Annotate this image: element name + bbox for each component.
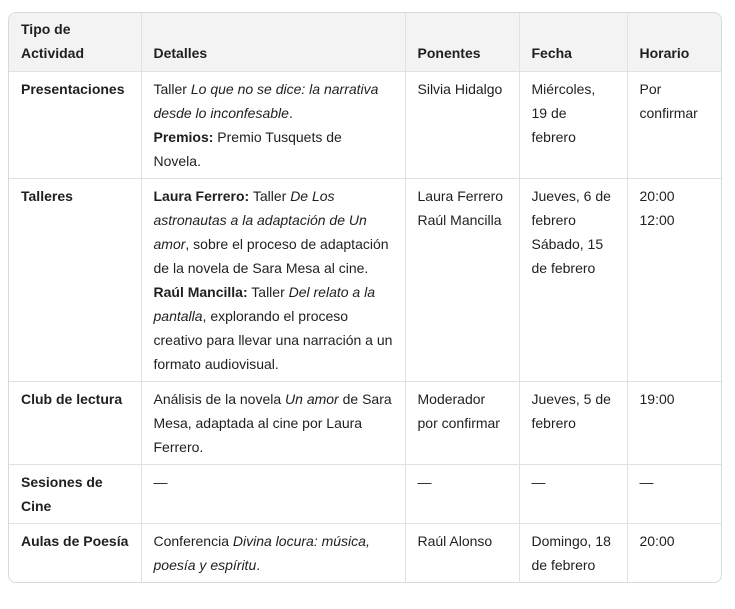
detail-line [154, 387, 393, 459]
speaker-name: Silvia Hidalgo [417, 81, 503, 97]
detail-line [154, 529, 393, 577]
time-text: Por confirmar [639, 81, 698, 121]
table-row [9, 72, 721, 179]
cell-ponentes [405, 179, 519, 382]
detail-text: Taller [153, 81, 191, 97]
cell-tipo-actividad: Aulas de Poesía [9, 524, 141, 583]
cell-detalles [141, 524, 405, 583]
date-text: Domingo, 18 de febrero [531, 533, 611, 573]
header-ponentes: Ponentes [405, 13, 519, 72]
cell-horario [627, 382, 721, 465]
detail-text: . [256, 557, 261, 573]
header-fecha: Fecha [519, 13, 627, 72]
table-body [9, 72, 721, 583]
activities-table [9, 13, 721, 582]
detail-text: Taller [247, 284, 289, 300]
detail-label: Laura Ferrero: [153, 188, 250, 204]
activities-table-container [8, 12, 722, 583]
detail-line [154, 77, 393, 125]
cell-horario [627, 465, 721, 524]
detail-label: Premios: [153, 129, 214, 145]
cell-tipo-actividad: Presentaciones [9, 72, 141, 179]
cell-tipo-actividad: Club de lectura [9, 382, 141, 465]
cell-detalles [141, 179, 405, 382]
detail-line [154, 125, 393, 173]
cell-horario [627, 524, 721, 583]
speaker-name: Raúl Alonso [417, 533, 493, 549]
detail-text: . [288, 105, 293, 121]
table-header-row [9, 13, 721, 72]
time-text: — [639, 474, 654, 490]
cell-ponentes [405, 465, 519, 524]
detail-title: Un amor [285, 391, 339, 407]
detail-line [154, 470, 393, 494]
detail-title: Divina locura: música, poesía y espíritu [153, 533, 370, 573]
detail-text: , explorando el proceso creativo para llevar una narración a un formato audiovisual. [153, 308, 393, 372]
header-tipo-actividad: Tipo de Actividad [9, 13, 141, 72]
header-detalles: Detalles [141, 13, 405, 72]
detail-line [154, 184, 393, 280]
header-horario: Horario [627, 13, 721, 72]
detail-text: Taller [249, 188, 291, 204]
date-text: — [531, 474, 546, 490]
table-row [9, 179, 721, 382]
speaker-name: Moderador por confirmar [417, 391, 500, 431]
cell-horario [627, 72, 721, 179]
speaker-name: Laura Ferrero [417, 188, 504, 204]
detail-text: Premio Tusquets de Novela. [153, 129, 342, 169]
detail-title: Del relato a la pantalla [153, 284, 376, 324]
cell-ponentes [405, 382, 519, 465]
detail-text: , sobre el proceso de adaptación de la novela de Sara Mesa al cine. [153, 236, 389, 276]
detail-label: Raúl Mancilla: [153, 284, 248, 300]
cell-fecha [519, 179, 627, 382]
cell-detalles [141, 72, 405, 179]
cell-ponentes [405, 524, 519, 583]
table-row [9, 524, 721, 583]
detail-title: De Los astronautas a la adaptación de Un amor [153, 188, 367, 252]
detail-title: Lo que no se dice: la narrativa desde lo inconfesable [153, 81, 379, 121]
date-text: Jueves, 5 de febrero [531, 391, 611, 431]
date-text: Jueves, 6 de febrero [531, 188, 611, 228]
cell-tipo-actividad: Sesiones de Cine [9, 465, 141, 524]
cell-ponentes [405, 72, 519, 179]
detail-text: Análisis de la novela [153, 391, 286, 407]
time-text: 19:00 [639, 391, 675, 407]
time-text: 20:00 [639, 188, 675, 204]
cell-fecha [519, 382, 627, 465]
date-text: Miércoles, 19 de febrero [531, 81, 596, 145]
date-text: Sábado, 15 de febrero [531, 236, 604, 276]
detail-text: Conferencia [153, 533, 233, 549]
speaker-name: — [417, 474, 432, 490]
cell-horario [627, 179, 721, 382]
cell-fecha [519, 72, 627, 179]
time-text: 20:00 [639, 533, 675, 549]
time-text: 12:00 [639, 212, 675, 228]
table-row [9, 465, 721, 524]
speaker-name: Raúl Mancilla [417, 212, 502, 228]
detail-text: de Sara Mesa, adaptada al cine por Laura Ferrero. [153, 391, 392, 455]
cell-tipo-actividad: Talleres [9, 179, 141, 382]
detail-line [154, 280, 393, 376]
detail-text: — [153, 474, 168, 490]
cell-fecha [519, 524, 627, 583]
cell-detalles [141, 382, 405, 465]
table-row [9, 382, 721, 465]
cell-detalles [141, 465, 405, 524]
cell-fecha [519, 465, 627, 524]
